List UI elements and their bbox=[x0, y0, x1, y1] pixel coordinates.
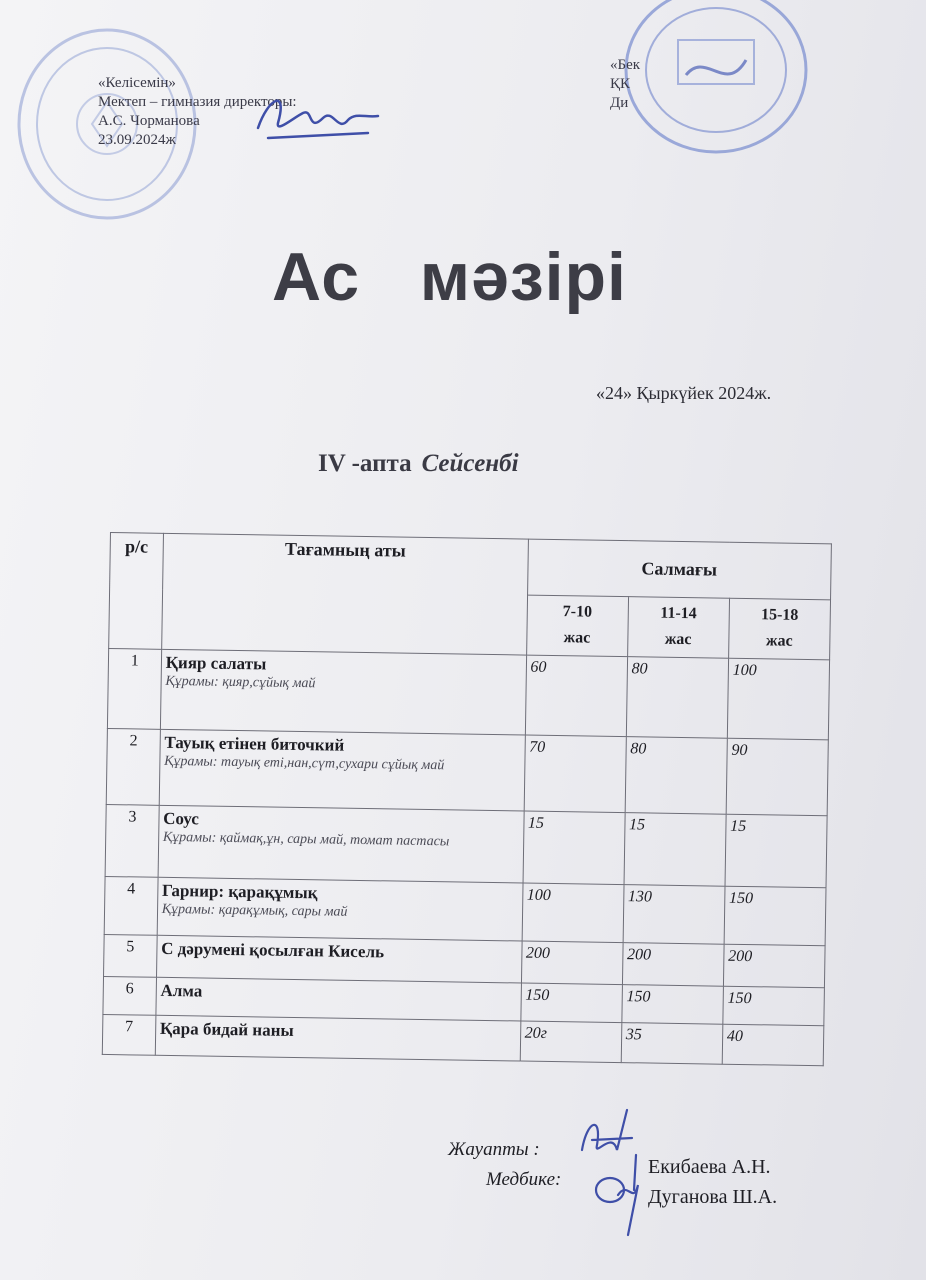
age-header: 15-18 жас bbox=[728, 598, 830, 660]
approval-date: 23.09.2024ж bbox=[98, 132, 176, 148]
right-round-stamp bbox=[616, 0, 816, 160]
weight-15-18: 15 bbox=[725, 814, 827, 888]
table-header-row bbox=[110, 533, 832, 600]
menu-table bbox=[102, 532, 832, 1066]
weight-15-18: 150 bbox=[723, 986, 825, 1026]
dish-cell bbox=[160, 649, 526, 735]
director-signature bbox=[248, 78, 388, 158]
nurse-name: Дуганова Ш.А. bbox=[648, 1186, 778, 1208]
weight-7-10: 150 bbox=[520, 983, 622, 1023]
nurse-label: Медбике: bbox=[486, 1169, 562, 1190]
row-number: 5 bbox=[104, 934, 157, 977]
dish-cell bbox=[158, 805, 524, 883]
weight-11-14: 80 bbox=[626, 657, 728, 739]
weight-15-18: 200 bbox=[723, 944, 825, 988]
table-row bbox=[105, 804, 827, 887]
menu-date: «24» Қыркүйек 2024ж. bbox=[596, 383, 772, 403]
approval-block-right bbox=[610, 56, 640, 113]
weight-7-10: 200 bbox=[521, 941, 623, 985]
dish-composition: Құрамы: қарақұмық, сары май bbox=[161, 901, 348, 920]
weight-15-18: 100 bbox=[727, 658, 829, 740]
dish-name: Қара бидай наны bbox=[159, 1018, 294, 1040]
weight-11-14: 130 bbox=[623, 885, 725, 945]
row-number: 6 bbox=[103, 976, 156, 1015]
dish-cell bbox=[156, 935, 521, 983]
signoff-labels bbox=[448, 1135, 561, 1195]
dish-name: Гарнир: қарақұмық bbox=[161, 880, 318, 903]
approval-right-line3: Ди bbox=[610, 95, 629, 111]
weight-11-14: 15 bbox=[624, 813, 726, 887]
table-row bbox=[107, 648, 829, 739]
week-number: IV -апта bbox=[318, 450, 412, 477]
approval-director-name: А.С. Чорманова bbox=[98, 113, 200, 129]
weight-15-18: 150 bbox=[724, 886, 826, 946]
weekday: Сейсенбі bbox=[421, 450, 519, 477]
page-title: Ас мәзірі bbox=[272, 239, 627, 315]
weight-11-14: 150 bbox=[622, 985, 724, 1025]
row-number: 7 bbox=[102, 1014, 155, 1055]
approval-agree-label: «Келісемін» bbox=[98, 75, 176, 91]
dish-composition: Құрамы: қияр,сұйық май bbox=[165, 673, 316, 692]
approval-director-title: Мектеп – гимназия директоры: bbox=[98, 94, 297, 110]
dish-name: Тауық етінен биточкий bbox=[164, 732, 345, 755]
dish-name: Алма bbox=[160, 980, 203, 1001]
dish-composition: Құрамы: тауық еті,нан,сүт,сухари сұйық май bbox=[164, 753, 445, 774]
weight-7-10: 100 bbox=[522, 883, 624, 943]
weight-11-14: 80 bbox=[625, 737, 727, 815]
approval-right-line2: ҚК bbox=[610, 76, 631, 92]
row-number: 3 bbox=[105, 804, 159, 877]
weight-11-14: 200 bbox=[622, 943, 724, 987]
table-row bbox=[106, 728, 828, 815]
weight-7-10: 70 bbox=[524, 735, 626, 813]
row-number: 2 bbox=[106, 728, 160, 805]
approval-right-line1: «Бек bbox=[610, 57, 641, 73]
weight-7-10: 60 bbox=[525, 655, 627, 737]
dish-cell bbox=[155, 1015, 520, 1061]
weight-11-14: 35 bbox=[621, 1023, 723, 1065]
row-number: 1 bbox=[107, 648, 161, 729]
dish-name: С дәрумені қосылған Кисель bbox=[161, 938, 385, 962]
responsible-label: Жауапты : bbox=[448, 1139, 540, 1160]
weight-7-10: 20г bbox=[520, 1021, 622, 1063]
col-header-dish: Тағамның аты bbox=[161, 533, 528, 655]
weight-15-18: 40 bbox=[722, 1024, 824, 1066]
week-heading bbox=[318, 450, 519, 478]
age-header: 7-10 жас bbox=[526, 595, 628, 657]
age-header: 11-14 жас bbox=[627, 597, 729, 659]
dish-composition: Құрамы: қаймақ,ұн, сары май, томат пастасы bbox=[162, 829, 450, 850]
col-header-weight: Салмағы bbox=[527, 539, 831, 600]
dish-cell bbox=[156, 977, 521, 1021]
weight-15-18: 90 bbox=[726, 738, 828, 816]
signoff-names bbox=[648, 1152, 777, 1212]
weight-7-10: 15 bbox=[523, 811, 625, 885]
dish-cell bbox=[159, 729, 525, 811]
row-number: 4 bbox=[104, 876, 158, 935]
dish-cell bbox=[157, 877, 523, 941]
dish-name: Қияр салаты bbox=[165, 652, 267, 674]
dish-name: Соус bbox=[163, 808, 200, 829]
responsible-name: Екибаева А.Н. bbox=[648, 1156, 771, 1178]
col-header-number: р/с bbox=[109, 533, 164, 650]
